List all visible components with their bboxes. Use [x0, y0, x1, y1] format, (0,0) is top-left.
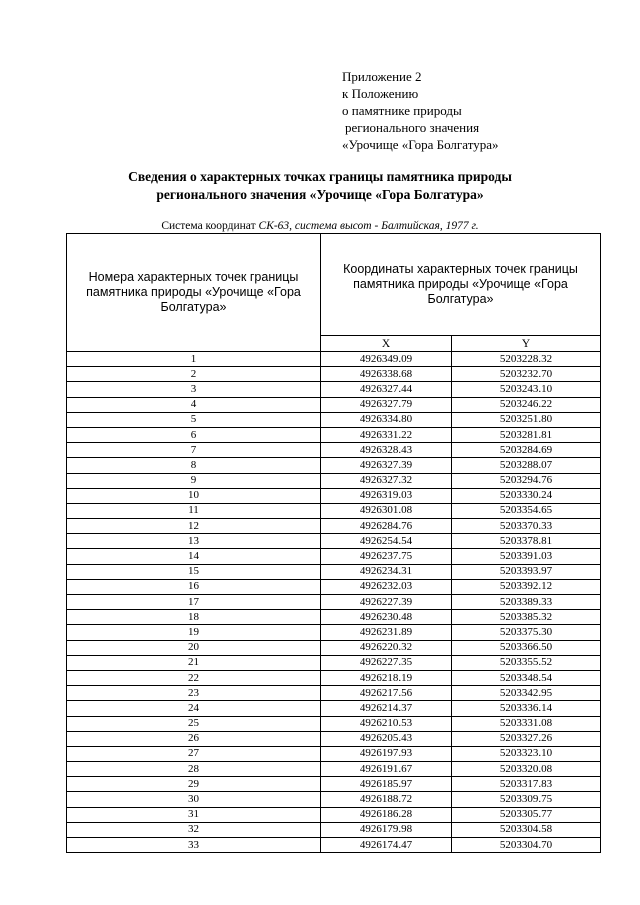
x-coordinate-cell: 4926185.97 — [321, 777, 452, 792]
point-number-cell: 23 — [67, 686, 321, 701]
y-coordinate-cell: 5203370.33 — [452, 519, 601, 534]
appendix-line: «Урочище «Гора Болгатура» — [342, 137, 499, 152]
x-coordinate-cell: 4926191.67 — [321, 762, 452, 777]
header-point-numbers: Номера характерных точек границы памятника природы «Урочище «Гора Болгатура» — [67, 234, 321, 352]
point-number-cell: 29 — [67, 777, 321, 792]
y-coordinate-cell: 5203391.03 — [452, 549, 601, 564]
table-row — [67, 412, 601, 427]
header-coordinates: Координаты характерных точек границы памятника природы «Урочище «Гора Болгатура» — [321, 234, 601, 336]
y-coordinate-cell: 5203309.75 — [452, 792, 601, 807]
point-number-cell: 19 — [67, 625, 321, 640]
appendix-line: о памятнике природы — [342, 103, 462, 118]
y-coordinate-cell: 5203392.12 — [452, 579, 601, 594]
system-details: СК-63, система высот - Балтийская, 1977 г. — [258, 220, 479, 232]
y-coordinate-cell: 5203228.32 — [452, 352, 601, 367]
title-line: регионального значения «Урочище «Гора Болгатура» — [156, 187, 484, 202]
point-number-cell: 12 — [67, 519, 321, 534]
y-coordinate-cell: 5203375.30 — [452, 625, 601, 640]
x-coordinate-cell: 4926230.48 — [321, 610, 452, 625]
table-row — [67, 503, 601, 518]
x-coordinate-cell: 4926338.68 — [321, 367, 452, 382]
y-coordinate-cell: 5203331.08 — [452, 716, 601, 731]
y-coordinate-cell: 5203243.10 — [452, 382, 601, 397]
y-coordinate-cell: 5203355.52 — [452, 655, 601, 670]
table-row — [67, 367, 601, 382]
point-number-cell: 13 — [67, 534, 321, 549]
y-coordinate-cell: 5203288.07 — [452, 458, 601, 473]
x-coordinate-cell: 4926174.47 — [321, 838, 452, 853]
table-row — [67, 777, 601, 792]
table-row — [67, 534, 601, 549]
x-coordinate-cell: 4926301.08 — [321, 503, 452, 518]
table-row — [67, 686, 601, 701]
y-coordinate-cell: 5203389.33 — [452, 595, 601, 610]
point-number-cell: 16 — [67, 579, 321, 594]
table-row — [67, 458, 601, 473]
table-row — [67, 519, 601, 534]
x-coordinate-cell: 4926232.03 — [321, 579, 452, 594]
x-coordinate-cell: 4926284.76 — [321, 519, 452, 534]
x-coordinate-cell: 4926331.22 — [321, 427, 452, 442]
table-body — [67, 352, 601, 853]
point-number-cell: 26 — [67, 731, 321, 746]
point-number-cell: 9 — [67, 473, 321, 488]
x-coordinate-cell: 4926227.39 — [321, 595, 452, 610]
y-coordinate-cell: 5203378.81 — [452, 534, 601, 549]
x-coordinate-cell: 4926334.80 — [321, 412, 452, 427]
point-number-cell: 11 — [67, 503, 321, 518]
table-row — [67, 473, 601, 488]
y-coordinate-cell: 5203294.76 — [452, 473, 601, 488]
y-coordinate-cell: 5203304.58 — [452, 822, 601, 837]
point-number-cell: 6 — [67, 427, 321, 442]
y-coordinate-cell: 5203305.77 — [452, 807, 601, 822]
x-coordinate-cell: 4926217.56 — [321, 686, 452, 701]
appendix-line: регионального значения — [345, 120, 480, 135]
x-coordinate-cell: 4926220.32 — [321, 640, 452, 655]
x-coordinate-cell: 4926197.93 — [321, 746, 452, 761]
y-coordinate-cell: 5203304.70 — [452, 838, 601, 853]
y-coordinate-cell: 5203246.22 — [452, 397, 601, 412]
y-coordinate-cell: 5203232.70 — [452, 367, 601, 382]
y-coordinate-cell: 5203327.26 — [452, 731, 601, 746]
table-row — [67, 595, 601, 610]
coordinate-system-note — [0, 219, 640, 233]
point-number-cell: 10 — [67, 488, 321, 503]
x-coordinate-cell: 4926179.98 — [321, 822, 452, 837]
y-coordinate-cell: 5203330.24 — [452, 488, 601, 503]
point-number-cell: 22 — [67, 670, 321, 685]
table-row — [67, 701, 601, 716]
table-row — [67, 655, 601, 670]
x-coordinate-cell: 4926328.43 — [321, 443, 452, 458]
point-number-cell: 4 — [67, 397, 321, 412]
appendix-line: Приложение 2 — [342, 69, 422, 84]
y-coordinate-cell: 5203317.83 — [452, 777, 601, 792]
table-row — [67, 731, 601, 746]
y-coordinate-cell: 5203284.69 — [452, 443, 601, 458]
table-row — [67, 488, 601, 503]
table-row — [67, 564, 601, 579]
table-row — [67, 716, 601, 731]
table-row — [67, 625, 601, 640]
point-number-cell: 20 — [67, 640, 321, 655]
system-prefix: Система координат — [161, 220, 259, 232]
point-number-cell: 1 — [67, 352, 321, 367]
y-coordinate-cell: 5203336.14 — [452, 701, 601, 716]
table-row — [67, 579, 601, 594]
point-number-cell: 30 — [67, 792, 321, 807]
x-coordinate-cell: 4926210.53 — [321, 716, 452, 731]
x-coordinate-cell: 4926319.03 — [321, 488, 452, 503]
x-coordinate-cell: 4926234.31 — [321, 564, 452, 579]
point-number-cell: 28 — [67, 762, 321, 777]
table-row — [67, 549, 601, 564]
x-coordinate-cell: 4926237.75 — [321, 549, 452, 564]
y-coordinate-cell: 5203354.65 — [452, 503, 601, 518]
point-number-cell: 25 — [67, 716, 321, 731]
x-coordinate-cell: 4926349.09 — [321, 352, 452, 367]
point-number-cell: 5 — [67, 412, 321, 427]
table-row — [67, 746, 601, 761]
y-coordinate-cell: 5203320.08 — [452, 762, 601, 777]
document-title — [0, 168, 640, 204]
y-coordinate-cell: 5203281.81 — [452, 427, 601, 442]
x-coordinate-cell: 4926327.32 — [321, 473, 452, 488]
header-x: X — [321, 336, 452, 352]
point-number-cell: 7 — [67, 443, 321, 458]
y-coordinate-cell: 5203342.95 — [452, 686, 601, 701]
point-number-cell: 32 — [67, 822, 321, 837]
x-coordinate-cell: 4926218.19 — [321, 670, 452, 685]
x-coordinate-cell: 4926327.44 — [321, 382, 452, 397]
point-number-cell: 21 — [67, 655, 321, 670]
appendix-note — [342, 68, 498, 153]
x-coordinate-cell: 4926205.43 — [321, 731, 452, 746]
table-row — [67, 838, 601, 853]
point-number-cell: 33 — [67, 838, 321, 853]
table-row — [67, 640, 601, 655]
table-row — [67, 762, 601, 777]
y-coordinate-cell: 5203323.10 — [452, 746, 601, 761]
x-coordinate-cell: 4926254.54 — [321, 534, 452, 549]
y-coordinate-cell: 5203348.54 — [452, 670, 601, 685]
table-row — [67, 382, 601, 397]
x-coordinate-cell: 4926214.37 — [321, 701, 452, 716]
title-line: Сведения о характерных точках границы памятника природы — [128, 169, 512, 184]
x-coordinate-cell: 4926231.89 — [321, 625, 452, 640]
point-number-cell: 8 — [67, 458, 321, 473]
point-number-cell: 27 — [67, 746, 321, 761]
table-row — [67, 397, 601, 412]
y-coordinate-cell: 5203385.32 — [452, 610, 601, 625]
coordinates-table — [66, 233, 601, 853]
y-coordinate-cell: 5203251.80 — [452, 412, 601, 427]
point-number-cell: 14 — [67, 549, 321, 564]
x-coordinate-cell: 4926188.72 — [321, 792, 452, 807]
x-coordinate-cell: 4926327.39 — [321, 458, 452, 473]
header-y: Y — [452, 336, 601, 352]
table-row — [67, 427, 601, 442]
y-coordinate-cell: 5203366.50 — [452, 640, 601, 655]
table-row — [67, 670, 601, 685]
y-coordinate-cell: 5203393.97 — [452, 564, 601, 579]
table-row — [67, 352, 601, 367]
table-row — [67, 792, 601, 807]
table-row — [67, 443, 601, 458]
point-number-cell: 31 — [67, 807, 321, 822]
point-number-cell: 17 — [67, 595, 321, 610]
table-row — [67, 822, 601, 837]
x-coordinate-cell: 4926327.79 — [321, 397, 452, 412]
point-number-cell: 15 — [67, 564, 321, 579]
point-number-cell: 3 — [67, 382, 321, 397]
table-row — [67, 807, 601, 822]
x-coordinate-cell: 4926186.28 — [321, 807, 452, 822]
point-number-cell: 18 — [67, 610, 321, 625]
table-row — [67, 610, 601, 625]
point-number-cell: 24 — [67, 701, 321, 716]
appendix-line: к Положению — [342, 86, 419, 101]
x-coordinate-cell: 4926227.35 — [321, 655, 452, 670]
point-number-cell: 2 — [67, 367, 321, 382]
